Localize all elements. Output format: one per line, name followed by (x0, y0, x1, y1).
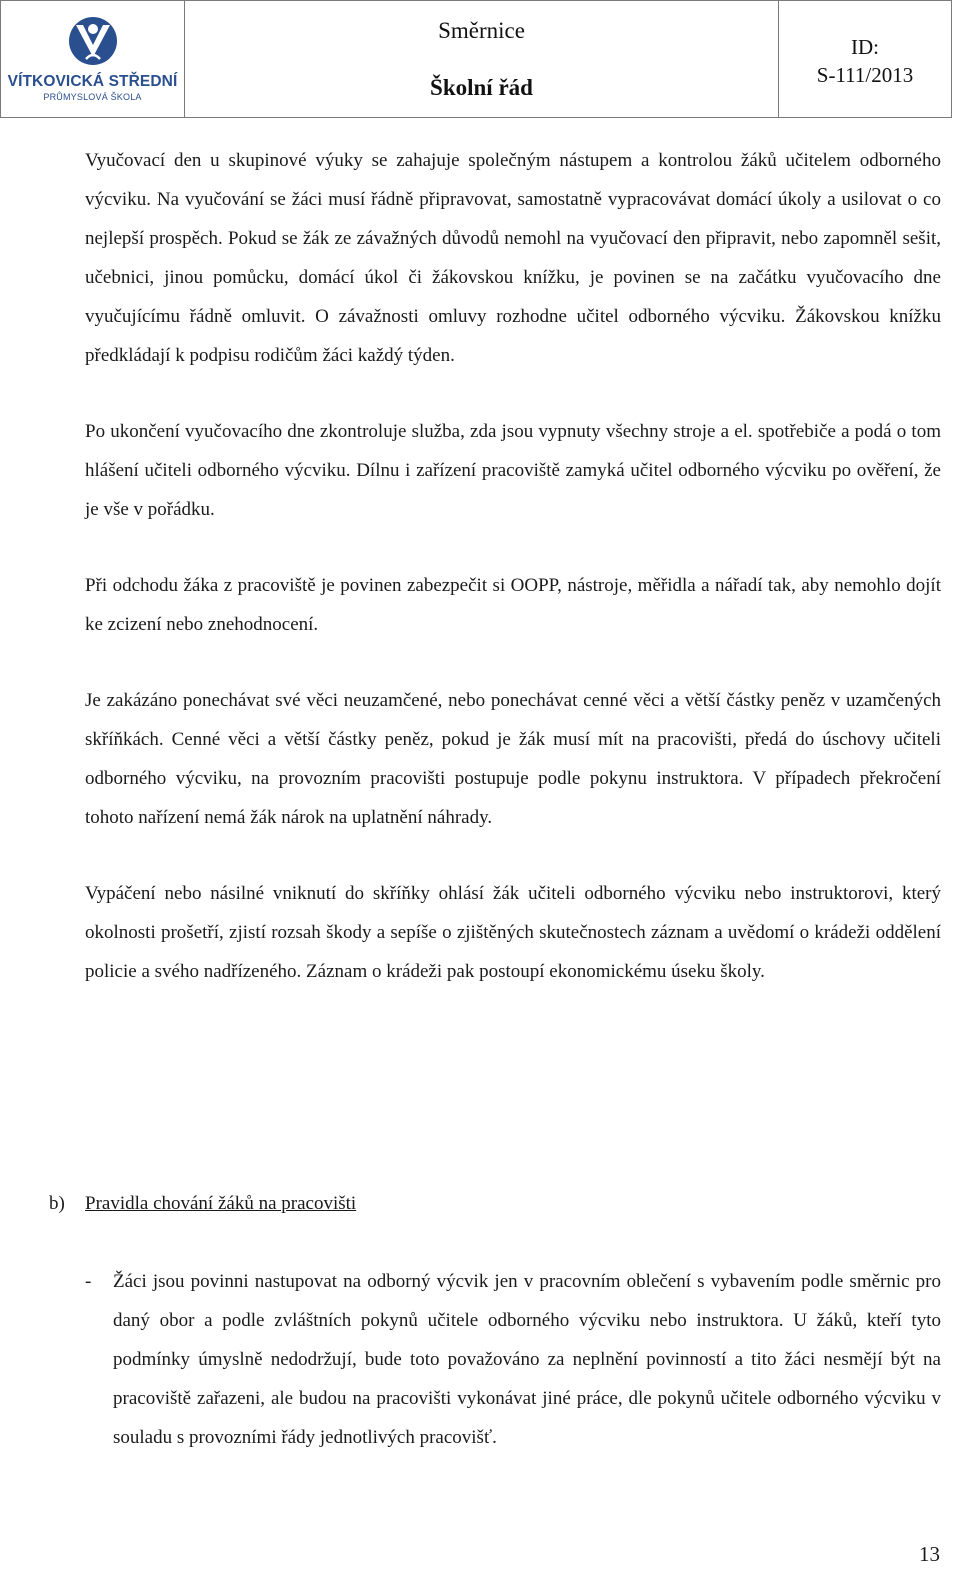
document-type: Směrnice (438, 18, 525, 43)
header-id-cell (779, 1, 951, 117)
school-subtitle: PRŮMYSLOVÁ ŠKOLA (43, 92, 142, 102)
section-letter: b) (49, 1193, 65, 1214)
paragraph: Při odchodu žáka z pracoviště je povinen zabezpečit si OOPP, nástroje, měřidla a nářadí tak, aby nemohlo dojít ke zcizení nebo znehodnocení. (85, 575, 941, 635)
list-item-text: Žáci jsou povinni nastupovat na odborný výcvik jen v pracovním oblečení s vybavením podle směrnic pro daný obor a podle zvláštních pokynů učitele odborného výcviku nebo instruktora. U žáků, kteří tyto podmínky úmyslně nedodržují, bude toto považováno za neplnění povinností a tito žáci nesmějí být na pracoviště zařazeni, ale budou na pracovišti vykonávat jiné práce, dle pokynů učitele odborného výcviku v souladu s provozními řády jednotlivých pracovišť. (113, 1271, 941, 1448)
header-title-cell (185, 1, 779, 117)
paragraph: Vypáčení nebo násilné vniknutí do skříňky ohlásí žák učiteli odborného výcviku nebo instruktorovi, který okolnosti prošetří, zjistí rozsah škody a sepíše o zjištěných skutečnostech záznam a uvědomí o krádeži oddělení policie a svého nadřízeného. Záznam o krádeži pak postoupí ekonomickému úseku školy. (85, 883, 941, 982)
body-text (85, 141, 941, 1028)
id-value: S-111/2013 (816, 63, 914, 87)
document-header (0, 0, 952, 118)
id-label: ID: (851, 35, 879, 59)
paragraph: Vyučovací den u skupinové výuky se zahajuje společným nástupem a kontrolou žáků učitelem odborného výcviku. Na vyučování se žáci musí řádně připravovat, samostatně vypracovávat domácí úkoly a usilovat o co nejlepší prospěch. Pokud se žák ze závažných důvodů nemohl na vyučovací den připravit, nebo zapomněl sešit, učebnici, jinou pomůcku, domácí úkol či žákovskou knížku, je povinen se na začátku vyučovacího dne vyučujícímu řádně omluvit. O závažnosti omluvy rozhodne učitel odborného výcviku. Žákovskou knížku předkládají k podpisu rodičům žáci každý týden. (85, 150, 941, 366)
document-title: Školní řád (430, 75, 533, 100)
school-name: VÍTKOVICKÁ STŘEDNÍ (7, 73, 178, 90)
school-logo (1, 1, 185, 117)
section-title: Pravidla chování žáků na pracovišti (85, 1193, 357, 1214)
paragraph: Po ukončení vyučovacího dne zkontroluje služba, zda jsou vypnuty všechny stroje a el. spotřebiče a podá o tom hlášení učiteli odborného výcviku. Dílnu i zařízení pracoviště zamyká učitel odborného výcviku po ověření, že je vše v pořádku. (85, 421, 941, 520)
page-number: 13 (919, 1542, 940, 1566)
school-emblem-icon (66, 15, 120, 67)
section-heading (49, 1184, 356, 1223)
paragraph: Je zakázáno ponechávat své věci neuzamčené, nebo ponechávat cenné věci a větší částky peněz v uzamčených skříňkách. Cenné věci a větší částky peněz, pokud je žák musí mít na pracovišti, předá do úschovy učiteli odborného výcviku, na provozním pracovišti postupuje podle pokynu instruktora. V případech překročení tohoto nařízení nemá žák nárok na uplatnění náhrady. (85, 690, 941, 828)
list-dash: - (85, 1271, 92, 1292)
list-item (85, 1262, 941, 1457)
